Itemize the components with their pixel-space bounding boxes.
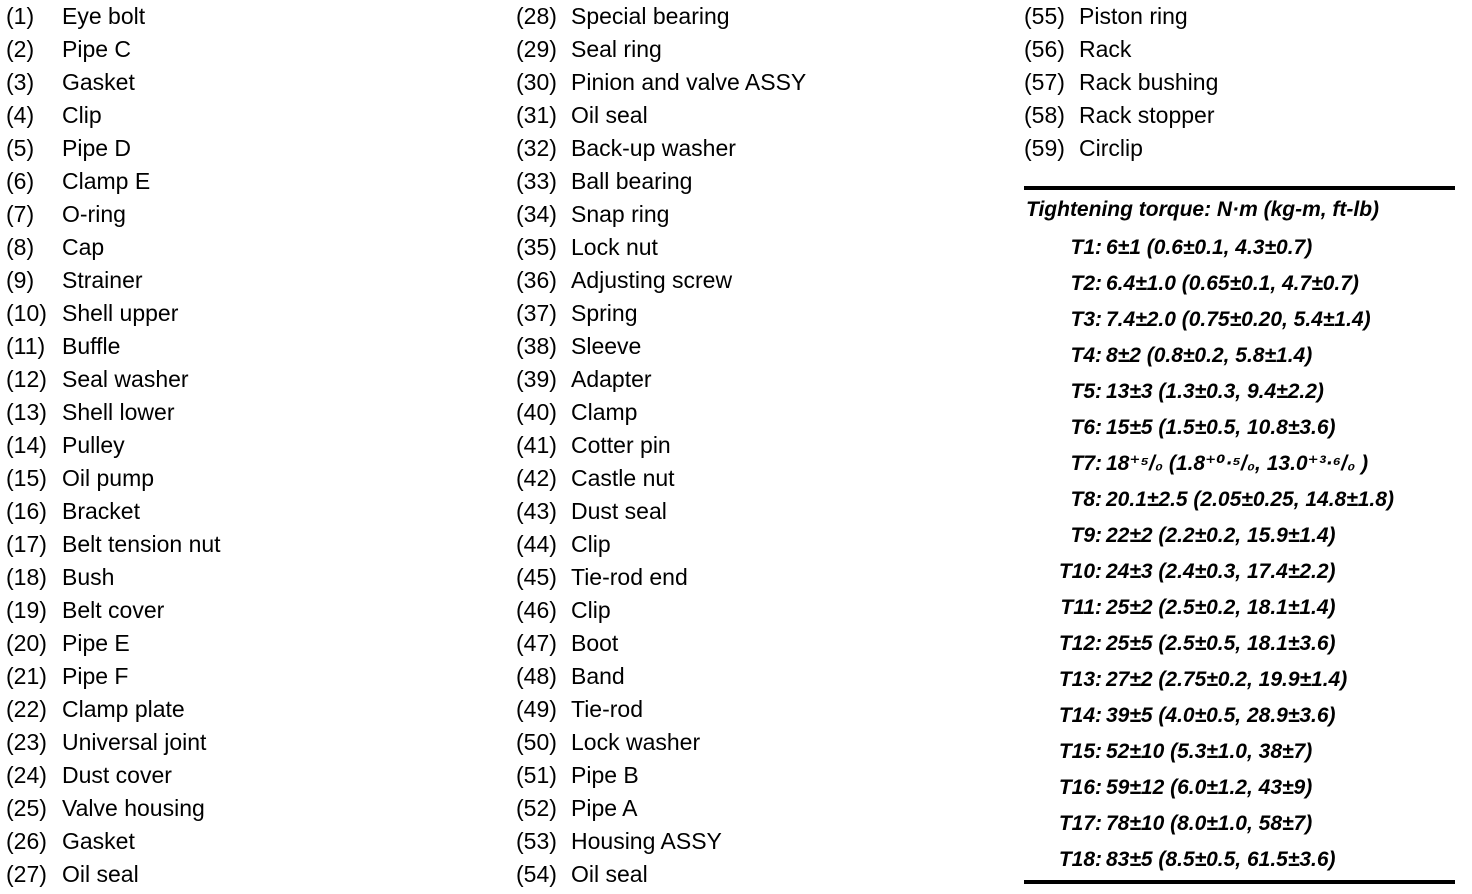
part-item [516,231,806,264]
part-name: Cotter pin [571,432,671,458]
part-item [516,759,806,792]
torque-label: T16: [1058,776,1102,799]
part-number: (49) [516,696,557,722]
part-item [1024,99,1218,132]
torque-value: 27±2 (2.75±0.2, 19.9±1.4) [1106,668,1348,691]
part-item [516,858,806,891]
part-number: (40) [516,399,557,425]
torque-value: 8±2 (0.8±0.2, 5.8±1.4) [1106,344,1313,367]
torque-label: T12: [1058,632,1102,655]
torque-value: 22±2 (2.2±0.2, 15.9±1.4) [1106,524,1336,547]
part-name: Oil seal [571,102,648,128]
part-item [6,858,221,891]
part-number: (27) [6,861,47,887]
torque-row [1024,446,1464,482]
part-name: Clamp E [62,168,151,194]
parts-list-column-3 [1024,0,1218,165]
part-item [1024,33,1218,66]
part-name: Shell upper [62,300,179,326]
part-number: (12) [6,366,47,392]
part-name: Bush [62,564,115,590]
part-item [6,726,221,759]
torque-row [1024,734,1464,770]
torque-row [1024,806,1464,842]
part-number: (51) [516,762,557,788]
part-number: (50) [516,729,557,755]
part-number: (35) [516,234,557,260]
part-name: Pinion and valve ASSY [571,69,807,95]
torque-value: 78±10 (8.0±1.0, 58±7) [1106,812,1313,835]
part-item [6,495,221,528]
part-name: Oil seal [62,861,139,887]
part-name: Lock washer [571,729,701,755]
part-name: Band [571,663,625,689]
torque-row [1024,770,1464,806]
part-number: (6) [6,168,35,194]
part-item [516,561,806,594]
torque-value: 59±12 (6.0±1.2, 43±9) [1106,776,1313,799]
torque-row [1024,374,1464,410]
parts-list-column-2 [516,0,806,891]
part-number: (47) [516,630,557,656]
part-number: (17) [6,531,47,557]
torque-value: 7.4±2.0 (0.75±0.20, 5.4±1.4) [1106,308,1371,331]
part-item [6,693,221,726]
part-number: (56) [1024,36,1065,62]
part-number: (44) [516,531,557,557]
part-item [6,99,221,132]
part-number: (19) [6,597,47,623]
part-number: (53) [516,828,557,854]
part-number: (58) [1024,102,1065,128]
part-name: Pipe D [62,135,132,161]
part-item [6,198,221,231]
torque-value: 52±10 (5.3±1.0, 38±7) [1106,740,1313,763]
part-number: (31) [516,102,557,128]
part-item [1024,0,1218,33]
part-item [6,363,221,396]
part-number: (9) [6,267,35,293]
part-item [516,330,806,363]
part-name: Clip [62,102,102,128]
part-item [6,396,221,429]
part-item [6,165,221,198]
part-name: Gasket [62,828,135,854]
torque-value: 18⁺⁵/₀ (1.8⁺⁰·⁵/₀, 13.0⁺³·⁶/₀ ) [1106,452,1369,475]
part-name: Special bearing [571,3,730,29]
part-name: Belt tension nut [62,531,221,557]
part-item [516,198,806,231]
part-number: (23) [6,729,47,755]
part-item [1024,132,1218,165]
torque-value: 24±3 (2.4±0.3, 17.4±2.2) [1106,560,1336,583]
part-name: Adapter [571,366,652,392]
torque-label: T2: [1070,272,1102,295]
part-number: (57) [1024,69,1065,95]
part-number: (20) [6,630,47,656]
torque-row [1024,482,1464,518]
part-number: (22) [6,696,47,722]
torque-row [1024,410,1464,446]
part-item [516,825,806,858]
torque-label: T8: [1070,488,1102,511]
part-number: (1) [6,3,35,29]
part-name: Rack stopper [1079,102,1215,128]
part-name: Tie-rod end [571,564,688,590]
part-item [6,792,221,825]
part-name: Pipe B [571,762,639,788]
part-item [516,297,806,330]
part-name: Bracket [62,498,140,524]
part-number: (10) [6,300,47,326]
part-name: Oil pump [62,465,155,491]
part-number: (42) [516,465,557,491]
part-number: (46) [516,597,557,623]
part-item [516,429,806,462]
torque-value: 13±3 (1.3±0.3, 9.4±2.2) [1106,380,1324,403]
torque-label: T15: [1058,740,1102,763]
part-name: Clamp [571,399,638,425]
part-item [516,33,806,66]
part-number: (14) [6,432,47,458]
part-number: (4) [6,102,35,128]
torque-label: T4: [1070,344,1102,367]
part-number: (36) [516,267,557,293]
part-item [6,429,221,462]
part-number: (28) [516,3,557,29]
part-item [6,0,221,33]
part-number: (54) [516,861,557,887]
part-item [516,462,806,495]
part-number: (32) [516,135,557,161]
part-name: Pipe F [62,663,129,689]
part-number: (41) [516,432,557,458]
part-item [6,528,221,561]
part-item [516,66,806,99]
part-name: Back-up washer [571,135,736,161]
part-name: Universal joint [62,729,207,755]
torque-label: T13: [1058,668,1102,691]
part-number: (25) [6,795,47,821]
torque-value: 6.4±1.0 (0.65±0.1, 4.7±0.7) [1106,272,1359,295]
part-name: Pipe E [62,630,130,656]
torque-value: 39±5 (4.0±0.5, 28.9±3.6) [1106,704,1336,727]
part-name: Spring [571,300,638,326]
part-item [6,66,221,99]
part-number: (16) [6,498,47,524]
part-number: (38) [516,333,557,359]
part-number: (43) [516,498,557,524]
part-item [516,660,806,693]
part-item [6,264,221,297]
part-name: Buffle [62,333,121,359]
part-item [516,165,806,198]
part-number: (59) [1024,135,1065,161]
torque-label: T17: [1058,812,1102,835]
torque-row [1024,518,1464,554]
torque-row [1024,698,1464,734]
torque-label: T10: [1058,560,1102,583]
part-name: Rack [1079,36,1132,62]
part-name: Sleeve [571,333,642,359]
part-item [516,396,806,429]
part-name: Belt cover [62,597,165,623]
part-name: Pulley [62,432,125,458]
part-name: Clip [571,531,611,557]
part-item [516,495,806,528]
part-name: Dust cover [62,762,172,788]
part-name: Ball bearing [571,168,693,194]
part-number: (3) [6,69,35,95]
part-number: (24) [6,762,47,788]
part-name: Pipe A [571,795,638,821]
part-name: Castle nut [571,465,675,491]
part-item [6,330,221,363]
part-number: (13) [6,399,47,425]
part-number: (37) [516,300,557,326]
torque-value: 20.1±2.5 (2.05±0.25, 14.8±1.8) [1106,488,1394,511]
part-name: Adjusting screw [571,267,733,293]
part-name: Tie-rod [571,696,643,722]
torque-spec-list [1024,230,1464,878]
part-name: Pipe C [62,36,132,62]
part-number: (7) [6,201,35,227]
part-item [1024,66,1218,99]
part-number: (39) [516,366,557,392]
part-number: (18) [6,564,47,590]
torque-row [1024,302,1464,338]
torque-label: T5: [1070,380,1102,403]
part-name: Rack bushing [1079,69,1219,95]
part-item [516,0,806,33]
torque-value: 83±5 (8.5±0.5, 61.5±3.6) [1106,848,1336,871]
torque-label: T6: [1070,416,1102,439]
part-item [6,627,221,660]
part-name: Housing ASSY [571,828,722,854]
part-item [516,792,806,825]
part-item [6,594,221,627]
part-name: Strainer [62,267,143,293]
part-name: Clamp plate [62,696,185,722]
part-item [516,363,806,396]
torque-row [1024,338,1464,374]
part-item [6,660,221,693]
part-item [516,726,806,759]
part-name: Gasket [62,69,135,95]
torque-row [1024,230,1464,266]
part-item [516,594,806,627]
part-item [516,693,806,726]
part-item [6,297,221,330]
part-number: (8) [6,234,35,260]
part-number: (2) [6,36,35,62]
part-item [6,33,221,66]
part-name: Cap [62,234,105,260]
divider-rule-top [1024,186,1455,190]
part-item [6,462,221,495]
part-number: (11) [6,333,46,359]
part-name: Boot [571,630,619,656]
torque-label: T7: [1070,452,1102,475]
torque-value: 25±5 (2.5±0.5, 18.1±3.6) [1106,632,1336,655]
torque-label: T14: [1058,704,1102,727]
part-item [6,132,221,165]
part-number: (55) [1024,3,1065,29]
part-name: Shell lower [62,399,175,425]
part-name: Snap ring [571,201,670,227]
part-name: Seal ring [571,36,662,62]
part-name: Seal washer [62,366,189,392]
part-item [516,528,806,561]
part-name: Circlip [1079,135,1143,161]
part-number: (34) [516,201,557,227]
parts-list-column-1 [6,0,221,891]
torque-row [1024,266,1464,302]
torque-row [1024,590,1464,626]
part-number: (21) [6,663,47,689]
part-name: Lock nut [571,234,658,260]
part-item [6,561,221,594]
torque-value: 6±1 (0.6±0.1, 4.3±0.7) [1106,236,1313,259]
part-number: (45) [516,564,557,590]
torque-row [1024,842,1464,878]
part-number: (29) [516,36,557,62]
part-name: Eye bolt [62,3,146,29]
torque-row [1024,662,1464,698]
torque-table-heading: Tightening torque: N·m (kg-m, ft-lb) [1026,198,1380,221]
part-item [6,231,221,264]
part-item [516,132,806,165]
part-number: (30) [516,69,557,95]
divider-rule-bottom [1024,880,1455,884]
part-item [6,759,221,792]
part-number: (48) [516,663,557,689]
torque-label: T1: [1070,236,1102,259]
part-name: O-ring [62,201,126,227]
part-name: Dust seal [571,498,667,524]
part-name: Clip [571,597,611,623]
part-number: (33) [516,168,557,194]
torque-value: 15±5 (1.5±0.5, 10.8±3.6) [1106,416,1336,439]
part-name: Piston ring [1079,3,1188,29]
torque-value: 25±2 (2.5±0.2, 18.1±1.4) [1106,596,1336,619]
part-item [516,99,806,132]
part-number: (15) [6,465,47,491]
torque-row [1024,626,1464,662]
torque-label: T9: [1070,524,1102,547]
part-item [516,264,806,297]
part-item [6,825,221,858]
torque-row [1024,554,1464,590]
part-number: (52) [516,795,557,821]
torque-label: T18: [1058,848,1102,871]
part-name: Valve housing [62,795,205,821]
part-number: (5) [6,135,35,161]
torque-label: T3: [1070,308,1102,331]
part-item [516,627,806,660]
part-name: Oil seal [571,861,648,887]
torque-label: T11: [1060,596,1102,619]
part-number: (26) [6,828,47,854]
